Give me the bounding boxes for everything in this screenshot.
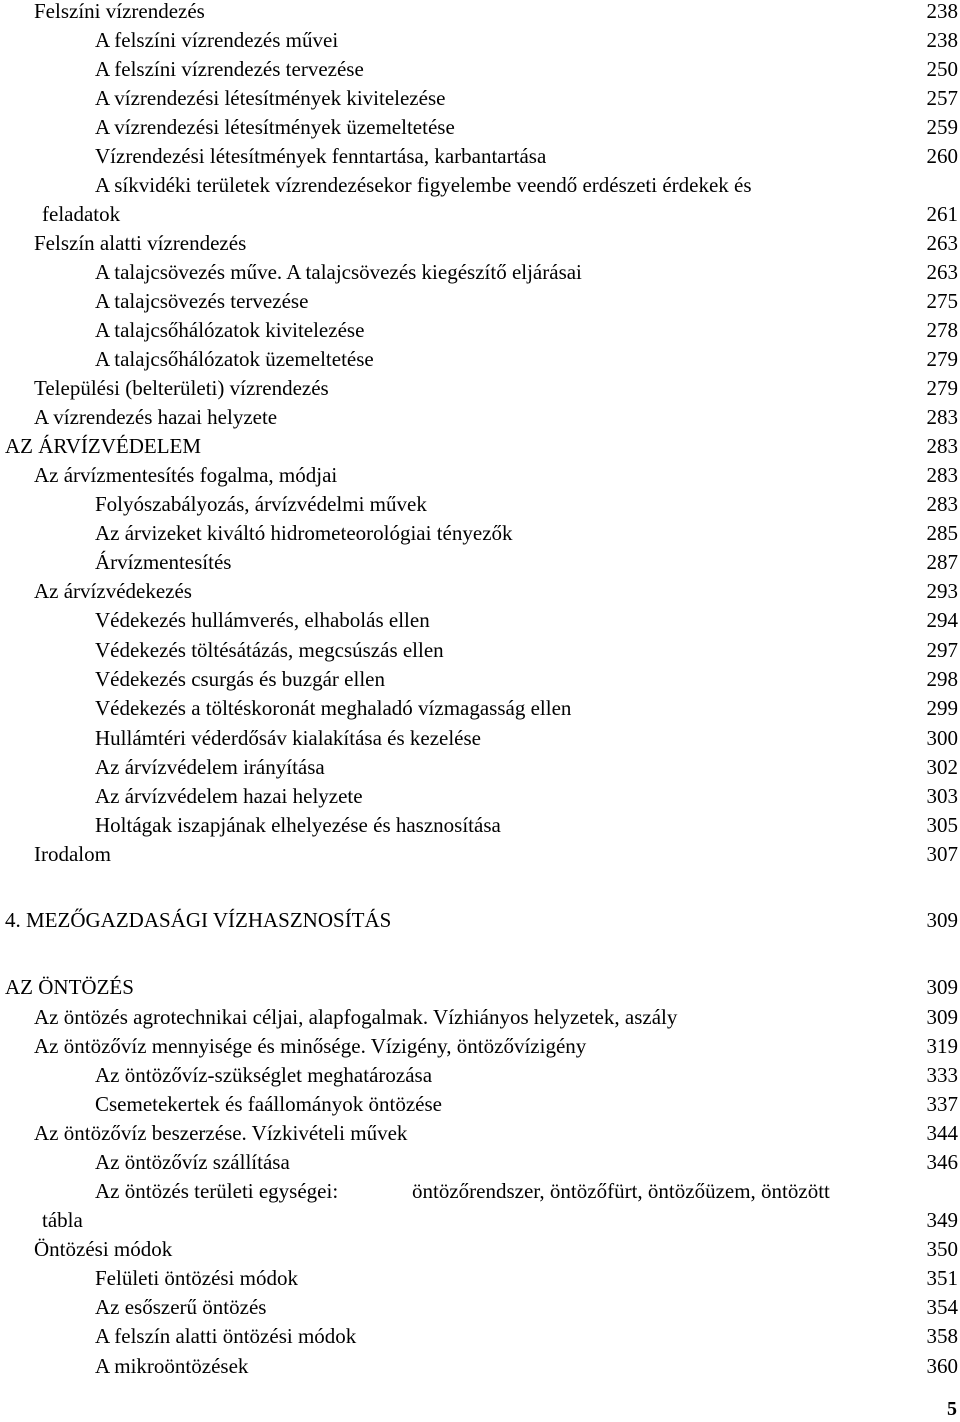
toc-entry-title: Az öntözés agrotechnikai céljai, alapfogalmak. Vízhiányos helyzetek, aszály — [34, 1005, 678, 1029]
toc-entry-title: AZ ÖNTÖZÉS — [5, 975, 134, 999]
toc-entry — [0, 1003, 960, 1032]
toc-entry — [0, 1090, 960, 1119]
toc-entry — [0, 811, 960, 840]
toc-entry — [0, 171, 960, 200]
toc-entry-page: 257 — [926, 86, 958, 110]
toc-entry-page: 337 — [926, 1092, 958, 1116]
toc-entry — [0, 316, 960, 345]
toc-entry-title: Felszín alatti vízrendezés — [34, 231, 247, 255]
toc-entry-title: A vízrendezés hazai helyzete — [34, 405, 278, 429]
toc-entry-page: 309 — [926, 975, 958, 999]
toc-entry — [0, 26, 960, 55]
toc-entry-title: Az árvizeket kiváltó hidrometeorológiai tényezők — [95, 521, 513, 545]
toc-entry-continuation — [0, 200, 960, 229]
toc-entry-title: Az esőszerű öntözés — [95, 1295, 267, 1319]
toc-entry — [0, 724, 960, 753]
toc-entry-page: 350 — [926, 1237, 958, 1261]
toc-entry — [0, 1293, 960, 1322]
toc-entry — [0, 1061, 960, 1090]
toc-entry-title: A síkvidéki területek vízrendezésekor figyelembe veendő erdészeti érdekek és — [95, 173, 752, 197]
toc-entry-title: Védekezés töltésátázás, megcsúszás ellen — [95, 638, 444, 662]
toc-entry-page: 283 — [926, 434, 958, 458]
toc-entry — [0, 665, 960, 694]
toc-entry-title: Folyószabályozás, árvízvédelmi művek — [95, 492, 427, 516]
toc-entry-page: 298 — [926, 667, 958, 691]
toc-entry-page: 349 — [926, 1208, 958, 1232]
toc-entry-title: A vízrendezési létesítmények kivitelezése — [95, 86, 446, 110]
toc-entry — [0, 490, 960, 519]
toc-entry-page: 354 — [926, 1295, 958, 1319]
toc-entry-page: 275 — [926, 289, 958, 313]
toc-entry-page: 279 — [926, 347, 958, 371]
toc-entry-title: A felszíni vízrendezés művei — [95, 28, 339, 52]
toc-entry — [0, 258, 960, 287]
toc-entry-title: A felszín alatti öntözési módok — [95, 1324, 357, 1348]
toc-entry-page: 346 — [926, 1150, 958, 1174]
toc-entry-page: 259 — [926, 115, 958, 139]
toc-entry — [0, 345, 960, 374]
toc-chapter-heading — [0, 906, 960, 935]
toc-entry-page: 250 — [926, 57, 958, 81]
toc-entry-page: 309 — [926, 1005, 958, 1029]
toc-entry — [0, 287, 960, 316]
toc-entry-title: Az öntözővíz szállítása — [95, 1150, 290, 1174]
toc-entry-page: 297 — [926, 638, 958, 662]
toc-entry-page: 294 — [926, 608, 958, 632]
toc-entry-page: 279 — [926, 376, 958, 400]
toc-entry-page: 358 — [926, 1324, 958, 1348]
toc-entry-title: feladatok — [42, 202, 121, 226]
toc-entry-title: Holtágak iszapjának elhelyezése és hasznosítása — [95, 813, 501, 837]
toc-entry-title: Az öntözővíz mennyisége és minősége. Vízigény, öntözővízigény — [34, 1034, 587, 1058]
toc-entry — [0, 753, 960, 782]
toc-entry-page: 309 — [926, 908, 958, 932]
toc-entry — [0, 519, 960, 548]
toc-entry-title: AZ ÁRVÍZVÉDELEM — [5, 434, 202, 458]
toc-entry — [0, 113, 960, 142]
toc-entry — [0, 1119, 960, 1148]
toc-entry-page: 260 — [926, 144, 958, 168]
toc-entry-title: tábla — [42, 1208, 83, 1232]
toc-entry — [0, 548, 960, 577]
toc-entry — [0, 636, 960, 665]
toc-entry-title: A vízrendezési létesítmények üzemeltetése — [95, 115, 455, 139]
toc-entry-title: Árvízmentesítés — [95, 550, 232, 574]
toc-entry-title: 4. MEZŐGAZDASÁGI VÍZHASZNOSÍTÁS — [5, 908, 392, 932]
toc-entry-title: Az árvízmentesítés fogalma, módjai — [34, 463, 338, 487]
toc-entry-title: Irodalom — [34, 842, 111, 866]
toc-entry — [0, 840, 960, 869]
toc-entry-title: Települési (belterületi) vízrendezés — [34, 376, 329, 400]
toc-entry-title: Az öntözővíz-szükséglet meghatározása — [95, 1063, 433, 1087]
toc-entry-title: Az árvízvédelem irányítása — [95, 755, 325, 779]
toc-entry-title: A talajcsövezés műve. A talajcsövezés kiegészítő eljárásai — [95, 260, 582, 284]
toc-entry-page: 238 — [926, 0, 958, 23]
toc-entry — [0, 1032, 960, 1061]
toc-entry-title: A mikroöntözések — [95, 1354, 249, 1378]
toc-entry-page: 278 — [926, 318, 958, 342]
toc-entry — [0, 0, 960, 26]
toc-entry — [0, 403, 960, 432]
toc-entry-title: A talajcsövezés tervezése — [95, 289, 309, 313]
toc-entry — [0, 1322, 960, 1351]
toc-entry-page: 360 — [926, 1354, 958, 1378]
toc-entry-title: Védekezés csurgás és buzgár ellen — [95, 667, 385, 691]
toc-section-heading — [0, 973, 960, 1002]
toc-entry-title: Felületi öntözési módok — [95, 1266, 298, 1290]
toc-entry-title: Vízrendezési létesítmények fenntartása, karbantartása — [95, 144, 547, 168]
toc-entry-continuation — [0, 1206, 960, 1235]
toc-entry — [0, 461, 960, 490]
toc-entry — [0, 84, 960, 113]
toc-entry — [0, 782, 960, 811]
toc-entry-page: 351 — [926, 1266, 958, 1290]
toc-entry — [0, 1264, 960, 1293]
toc-entry-title: Az öntözővíz beszerzése. Vízkivételi művek — [34, 1121, 408, 1145]
page-number: 5 — [947, 1398, 957, 1420]
toc-section-heading — [0, 432, 960, 461]
toc-entry-title: Az öntözés területi egységei: — [95, 1179, 339, 1203]
toc-entry-title: Védekezés a töltéskoronát meghaladó vízmagasság ellen — [95, 696, 572, 720]
toc-entry-page: 303 — [926, 784, 958, 808]
toc-entry-title: Felszíni vízrendezés — [34, 0, 205, 23]
toc-entry-page: 300 — [926, 726, 958, 750]
toc-entry — [0, 606, 960, 635]
toc-entry-title: A talajcsőhálózatok üzemeltetése — [95, 347, 374, 371]
toc-entry-page: 283 — [926, 463, 958, 487]
toc-entry — [0, 1148, 960, 1177]
toc-entry-title: Hullámtéri véderdősáv kialakítása és kezelése — [95, 726, 481, 750]
toc-entry-title-continued: öntözőrendszer, öntözőfürt, öntözőüzem, öntözött — [412, 1179, 830, 1203]
toc-entry-page: 302 — [926, 755, 958, 779]
toc-entry — [0, 1177, 960, 1206]
toc-entry-title: Öntözési módok — [34, 1237, 173, 1261]
toc-entry-page: 319 — [926, 1034, 958, 1058]
toc-entry-page: 285 — [926, 521, 958, 545]
toc-entry — [0, 55, 960, 84]
toc-entry-page: 344 — [926, 1121, 958, 1145]
toc-entry-page: 305 — [926, 813, 958, 837]
toc-entry-page: 263 — [926, 231, 958, 255]
toc-entry-page: 287 — [926, 550, 958, 574]
toc-entry-title: Védekezés hullámverés, elhabolás ellen — [95, 608, 430, 632]
toc-entry — [0, 694, 960, 723]
toc-entry — [0, 229, 960, 258]
toc-entry-page: 307 — [926, 842, 958, 866]
toc-entry — [0, 374, 960, 403]
toc-entry-page: 283 — [926, 492, 958, 516]
toc-entry-page: 238 — [926, 28, 958, 52]
toc-entry-title: Az árvízvédekezés — [34, 579, 192, 603]
toc-entry-page: 263 — [926, 260, 958, 284]
toc-entry — [0, 1235, 960, 1264]
toc-entry-page: 293 — [926, 579, 958, 603]
toc-entry-title: A felszíni vízrendezés tervezése — [95, 57, 364, 81]
toc-entry-page: 261 — [926, 202, 958, 226]
toc-entry — [0, 1352, 960, 1381]
toc-entry-page: 283 — [926, 405, 958, 429]
toc-entry-title: Csemetekertek és faállományok öntözése — [95, 1092, 442, 1116]
toc-entry-page: 299 — [926, 696, 958, 720]
toc-entry — [0, 142, 960, 171]
toc-entry-title: Az árvízvédelem hazai helyzete — [95, 784, 363, 808]
toc-entry — [0, 577, 960, 606]
toc-entry-title: A talajcsőhálózatok kivitelezése — [95, 318, 365, 342]
toc-entry-page: 333 — [926, 1063, 958, 1087]
